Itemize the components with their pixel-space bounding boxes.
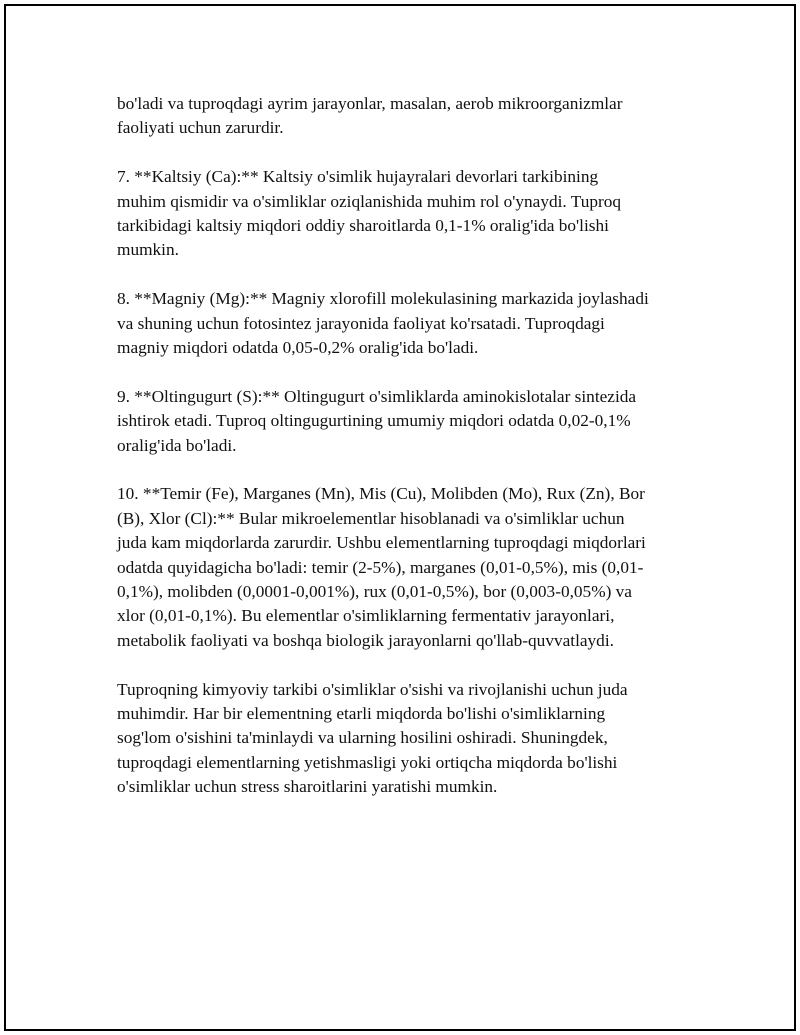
- document-body: [117, 92, 697, 824]
- paragraph-calcium: 7. **Kaltsiy (Ca):** Kaltsiy o'simlik hujayralari devorlari tarkibining muhim qismidir va o'simliklar oziqlanishida muhim rol o'ynaydi. Tuproq tarkibidagi kaltsiy miqdori oddiy sharoitlarda 0,1-1% oralig'ida bo'lishi mumkin.: [117, 167, 622, 260]
- paragraph-conclusion: Tuproqning kimyoviy tarkibi o'simliklar o'sishi va rivojlanishi uchun juda muhimdir. Har bir elementning etarli miqdorda bo'lishi o'simliklarning sog'lom o'sishini ta'minlaydi va ularning hosilini oshiradi. Shuningdek, tuproqdagi elementlarning yetishmasligi yoki ortiqcha miqdorda bo'lishi o'simliklar uchun stress sharoitlarini yaratishi mumkin.: [117, 679, 628, 797]
- paragraph-continuation: bo'ladi va tuproqdagi ayrim jarayonlar, masalan, aerob mikroorganizmlar faoliyati uchun zarurdir.: [117, 94, 623, 138]
- paragraph-sulfur: 9. **Oltingugurt (S):** Oltingugurt o'simliklarda aminokislotalar sintezida ishtirok etadi. Tuproq oltingugurtining umumiy miqdori odatda 0,02-0,1% oralig'ida bo'ladi.: [117, 386, 637, 455]
- paragraph-microelements: 10. **Temir (Fe), Marganes (Mn), Mis (Cu), Molibden (Mo), Rux (Zn), Bor (B), Xlor (Cl):** Bular mikroelementlar hisoblanadi va o'simliklar uchun juda kam miqdorlarda zarurdir. Ushbu elementlarning tuproqdagi miqdorlari odatda quyidagicha bo'ladi: temir (2-5%), marganes (0,01-0,5%), mis (0,01- 0,1%), molibden (0,0001-0,001%), rux (0,01-0,5%), bor (0,003-0,05%) va xlor (0,01-0,1%). Bu elementlar o'simliklarning fermentativ jarayonlari, metabolik faoliyati va boshqa biologik jarayonlarni qo'llab-quvvatlaydi.: [117, 484, 646, 650]
- paragraph-magnesium: 8. **Magniy (Mg):** Magniy xlorofill molekulasining markazida joylashadi va shuning uchun fotosintez jarayonida faoliyat ko'rsatadi. Tuproqdagi magniy miqdori odatda 0,05-0,2% oralig'ida bo'ladi.: [117, 289, 649, 358]
